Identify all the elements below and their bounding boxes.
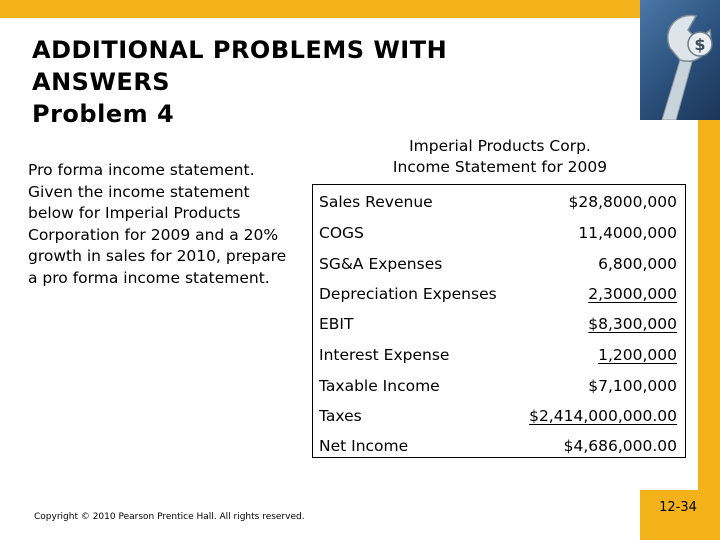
- row-amount: 11,4000,000: [578, 224, 677, 242]
- row-amount: $4,686,000.00: [563, 437, 677, 455]
- row-amount: 1,200,000: [598, 346, 677, 364]
- row-label: COGS: [319, 224, 364, 242]
- table-row: [319, 313, 677, 335]
- row-label: Sales Revenue: [319, 193, 433, 211]
- problem-prompt: Pro forma income statement. Given the income statement below for Imperial Products Corporation for 2009 and a 20% growth in sales for 2010, prepare a pro forma income statement.: [28, 161, 287, 287]
- row-amount: 2,3000,000: [588, 285, 677, 303]
- row-label: Taxable Income: [319, 377, 440, 395]
- table-row: [319, 375, 677, 397]
- row-amount: $2,414,000,000.00: [529, 407, 677, 425]
- row-label: SG&A Expenses: [319, 255, 443, 273]
- row-amount: $7,100,000: [588, 377, 677, 395]
- table-row: [319, 344, 677, 366]
- row-amount: 6,800,000: [598, 255, 677, 273]
- title-line-2: ANSWERS: [32, 68, 171, 96]
- table-row: [319, 253, 677, 275]
- svg-text:$: $: [694, 35, 706, 54]
- wrench-dollar-icon: [640, 0, 720, 120]
- row-label: Taxes: [319, 407, 362, 425]
- title-line-3: Problem 4: [32, 100, 175, 128]
- row-label: Depreciation Expenses: [319, 285, 497, 303]
- page-number: 12-34: [659, 500, 697, 515]
- slide-title: [32, 34, 592, 130]
- row-label: Interest Expense: [319, 346, 450, 364]
- company-name: Imperial Products Corp.: [409, 137, 591, 155]
- table-row: [319, 222, 677, 244]
- table-row: [319, 191, 677, 213]
- row-amount: $8,300,000: [588, 315, 677, 333]
- top-accent-bar: [0, 0, 640, 18]
- table-row: [319, 435, 677, 457]
- row-label: EBIT: [319, 315, 354, 333]
- statement-period: Income Statement for 2009: [392, 158, 608, 176]
- copyright-notice: Copyright © 2010 Pearson Prentice Hall. All rights reserved.: [34, 512, 305, 522]
- table-row: [319, 405, 677, 427]
- income-statement-table: [312, 184, 686, 458]
- page-number-box: [640, 490, 720, 540]
- row-amount: $28,8000,000: [568, 193, 677, 211]
- title-line-1: ADDITIONAL PROBLEMS WITH: [32, 36, 448, 64]
- row-label: Net Income: [319, 437, 409, 455]
- statement-caption: [314, 136, 686, 178]
- table-row: [319, 283, 677, 305]
